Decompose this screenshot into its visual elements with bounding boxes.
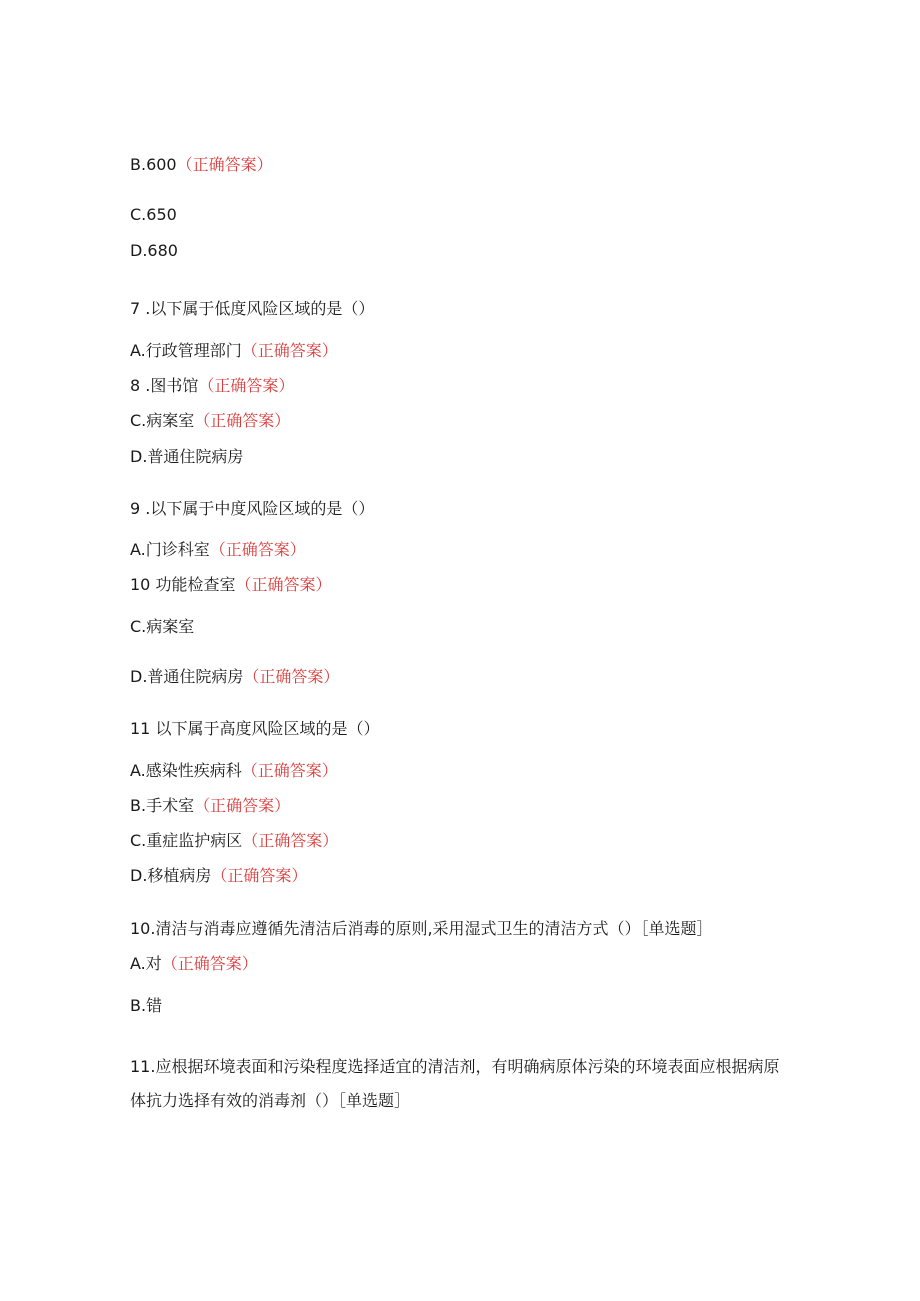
correct-answer-tag: （正确答案） xyxy=(198,376,295,395)
option-text: B.手术室 xyxy=(130,796,195,815)
option-text: C.重症监护病区 xyxy=(130,831,243,850)
option-text: C.650 xyxy=(130,205,177,224)
correct-answer-tag: （正确答案） xyxy=(235,575,332,594)
option-text: B.600 xyxy=(130,155,177,174)
question-10-cleaning xyxy=(130,918,713,940)
option-text: D.680 xyxy=(130,241,178,260)
question-text: 10.清洁与消毒应遵循先清洁后消毒的原则,采用湿式卫生的清洁方式（）［单选题］ xyxy=(130,919,713,938)
question-7 xyxy=(130,298,374,320)
question-text: 7 .以下属于低度风险区域的是（） xyxy=(130,299,375,318)
correct-answer-tag: （正确答案） xyxy=(176,155,273,174)
option-text: D.普通住院病房 xyxy=(130,447,244,466)
option-d-ward xyxy=(130,446,243,468)
question-9 xyxy=(130,498,374,520)
option-d-transplant xyxy=(130,865,307,887)
question-11-disinfectant xyxy=(130,1050,780,1118)
option-text: C.病案室 xyxy=(130,411,195,430)
option-a-outpatient xyxy=(130,539,306,561)
option-d-680 xyxy=(130,240,178,262)
correct-answer-tag: （正确答案） xyxy=(194,411,291,430)
question-11-risk xyxy=(130,718,379,740)
option-a-infectious xyxy=(130,760,338,782)
correct-answer-tag: （正确答案） xyxy=(242,831,339,850)
option-d-ward-2 xyxy=(130,666,339,688)
option-c-icu xyxy=(130,830,338,852)
correct-answer-tag: （正确答案） xyxy=(241,341,338,360)
option-c-records xyxy=(130,410,290,432)
option-c-records-2 xyxy=(130,616,194,638)
option-text: A.门诊科室 xyxy=(130,540,210,559)
correct-answer-tag: （正确答案） xyxy=(194,796,291,815)
option-text: C.病案室 xyxy=(130,617,195,636)
correct-answer-tag: （正确答案） xyxy=(161,954,258,973)
option-text: 8 .图书馆 xyxy=(130,376,199,395)
correct-answer-tag: （正确答案） xyxy=(211,866,308,885)
question-text: 11 以下属于高度风险区域的是（） xyxy=(130,719,380,738)
option-text: 10 功能检查室 xyxy=(130,575,236,594)
option-text: A.对 xyxy=(130,954,162,973)
option-text: D.移植病房 xyxy=(130,866,212,885)
correct-answer-tag: （正确答案） xyxy=(243,667,340,686)
option-b-600 xyxy=(130,154,273,176)
correct-answer-tag: （正确答案） xyxy=(241,761,338,780)
option-b-surgery xyxy=(130,795,290,817)
correct-answer-tag: （正确答案） xyxy=(209,540,306,559)
option-c-650 xyxy=(130,204,177,226)
option-text: B.错 xyxy=(130,996,163,1015)
option-b-false xyxy=(130,995,162,1017)
option-text: A.感染性疾病科 xyxy=(130,761,242,780)
option-a-true xyxy=(130,953,258,975)
option-library xyxy=(130,375,294,397)
option-a-admin xyxy=(130,340,338,362)
option-text: A.行政管理部门 xyxy=(130,341,242,360)
option-function-exam xyxy=(130,574,331,596)
question-text: 9 .以下属于中度风险区域的是（） xyxy=(130,499,375,518)
option-text: D.普通住院病房 xyxy=(130,667,244,686)
question-text: 11.应根据环境表面和污染程度选择适宜的清洁剂，有明确病原体污染的环境表面应根据病原体抗力选择有效的消毒剂（）［单选题］ xyxy=(130,1057,780,1110)
